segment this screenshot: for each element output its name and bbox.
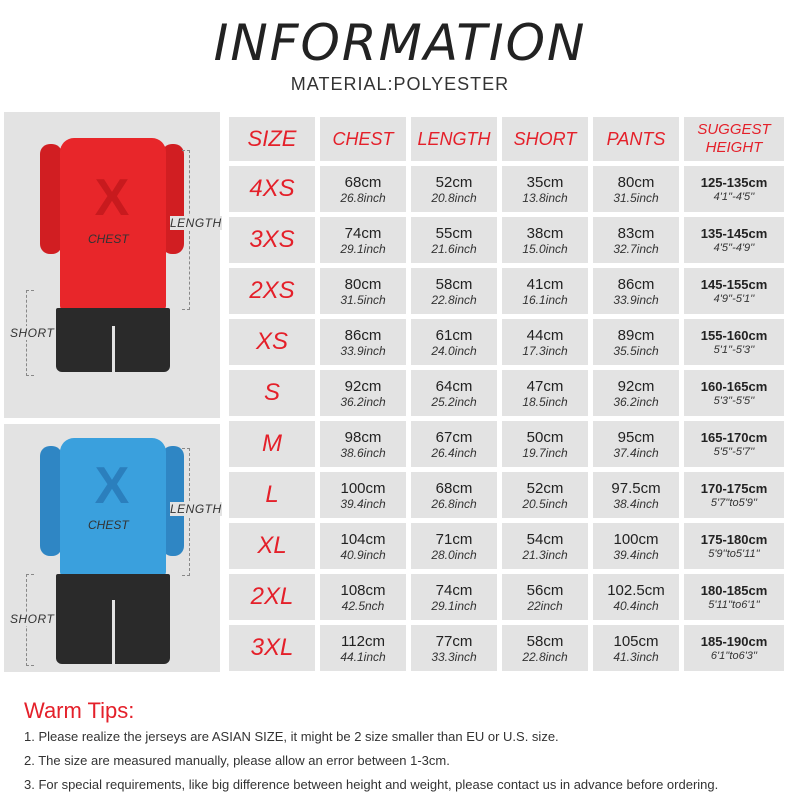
cell-pants [593,370,679,416]
cell-size [229,472,315,518]
cell-chest-chest-cm: 92cm [344,377,382,395]
cell-short [502,166,588,212]
table-header-row [229,117,784,161]
cell-length-length-in: 26.4inch [431,445,477,460]
size-chart-table [224,112,789,676]
blue-jersey-left-sleeve [40,446,62,556]
cell-suggest-height [684,421,784,467]
cell-suggest-height-height-cm: 170-175cm [700,480,768,496]
header-suggest-line1: SUGGEST [697,121,771,138]
cell-length-length-cm: 61cm [435,326,473,344]
header-suggest-height [684,117,784,161]
cell-short-short-cm: 44cm [526,326,564,344]
cell-chest-chest-cm: 104cm [340,530,386,548]
cell-pants-pants-cm: 80cm [617,173,655,191]
header-chest: CHEST [320,117,406,161]
cell-suggest-height-height-ft: 5'3''-5'5'' [713,394,755,407]
blue-jersey-panel [4,424,220,672]
table-row [229,319,784,365]
cell-size [229,319,315,365]
cell-chest-chest-in: 26.8inch [340,190,386,205]
cell-pants [593,574,679,620]
page-title: INFORMATION [213,14,587,72]
cell-length [411,574,497,620]
cell-length [411,166,497,212]
cell-short-short-in: 16.1inch [522,292,568,307]
cell-length-length-cm: 55cm [435,224,473,242]
tip-2: 2. The size are measured manually, please allow an error between 1-3cm. [24,753,450,768]
cell-pants-pants-cm: 100cm [613,530,659,548]
cell-size [229,166,315,212]
cell-short [502,319,588,365]
red-length-label: LENGTH [170,216,222,230]
cell-suggest-height-height-ft: 5'11''to6'1'' [708,598,760,611]
red-short-label: SHORT [10,326,55,340]
cell-pants [593,166,679,212]
tip-3: 3. For special requirements, like big difference between height and weight, please contact us in advance before ordering. [24,777,719,792]
cell-suggest-height [684,268,784,314]
cell-pants-pants-in: 38.4inch [613,496,659,511]
cell-chest-chest-in: 38.6inch [340,445,386,460]
tip-1: 1. Please realize the jerseys are ASIAN SIZE, it might be 2 size smaller than EU or U.S. size. [24,729,559,744]
cell-length-length-in: 26.8inch [431,496,477,511]
cell-suggest-height-height-cm: 125-135cm [700,174,768,190]
cell-suggest-height-height-ft: 4'5''-4'9'' [713,241,755,254]
blue-jersey-shorts-seam [112,600,115,664]
cell-pants-pants-in: 39.4inch [613,547,659,562]
header-length: LENGTH [411,117,497,161]
cell-pants-pants-cm: 97.5cm [611,479,661,497]
cell-suggest-height [684,370,784,416]
cell-pants [593,319,679,365]
cell-short-short-in: 15.0inch [522,241,568,256]
cell-size-size: XL [257,532,287,559]
cell-size [229,523,315,569]
cell-suggest-height-height-ft: 4'9''-5'1'' [713,292,755,305]
blue-short-label: SHORT [10,612,55,626]
cell-length-length-in: 25.2inch [431,394,477,409]
cell-pants-pants-cm: 86cm [617,275,655,293]
cell-pants [593,217,679,263]
cell-suggest-height [684,217,784,263]
cell-chest [320,217,406,263]
cell-length-length-in: 21.6inch [431,241,477,256]
cell-short-short-in: 22.8inch [522,649,568,664]
cell-chest-chest-cm: 108cm [340,581,386,599]
cell-chest-chest-cm: 100cm [340,479,386,497]
cell-pants [593,472,679,518]
cell-short-short-in: 22inch [527,598,563,613]
cell-size-size: 2XS [249,277,295,304]
cell-length [411,523,497,569]
cell-chest-chest-cm: 74cm [344,224,382,242]
cell-pants-pants-cm: 95cm [617,428,655,446]
red-chest-label: CHEST [88,232,129,246]
cell-length-length-in: 33.3inch [431,649,477,664]
cell-pants-pants-in: 35.5inch [613,343,659,358]
cell-length-length-in: 22.8inch [431,292,477,307]
red-jersey-shorts-seam [112,326,115,372]
cell-length-length-cm: 71cm [435,530,473,548]
cell-suggest-height-height-ft: 6'1''to6'3'' [710,649,758,662]
cell-length-length-in: 28.0inch [431,547,477,562]
table-row [229,268,784,314]
cell-suggest-height-height-ft: 4'1''-4'5'' [713,190,755,203]
cell-short [502,370,588,416]
cell-length-length-cm: 64cm [435,377,473,395]
cell-short [502,421,588,467]
cell-short-short-cm: 41cm [526,275,564,293]
cell-pants [593,523,679,569]
cell-pants [593,625,679,671]
cell-pants-pants-in: 33.9inch [613,292,659,307]
blue-jersey-x-logo: X [94,457,130,515]
cell-length-length-in: 20.8inch [431,190,477,205]
cell-length [411,421,497,467]
cell-size-size: 3XS [249,226,295,253]
cell-suggest-height [684,625,784,671]
material-subtitle: MATERIAL:POLYESTER [290,74,510,94]
cell-short-short-in: 17.3inch [522,343,568,358]
cell-chest-chest-cm: 68cm [344,173,382,191]
cell-chest [320,625,406,671]
cell-pants [593,421,679,467]
cell-suggest-height-height-cm: 145-155cm [700,276,768,292]
cell-suggest-height-height-cm: 135-145cm [700,225,768,241]
red-jersey-x-logo: X [94,169,130,227]
table-row [229,421,784,467]
cell-size [229,421,315,467]
red-length-dimension [182,150,190,310]
cell-pants-pants-cm: 89cm [617,326,655,344]
cell-chest-chest-in: 39.4inch [340,496,386,511]
header-short: SHORT [502,117,588,161]
cell-pants-pants-in: 40.4inch [613,598,659,613]
cell-chest-chest-in: 42.5nch [341,598,385,613]
cell-length-length-cm: 68cm [435,479,473,497]
cell-short [502,574,588,620]
cell-suggest-height [684,472,784,518]
cell-chest [320,523,406,569]
cell-length-length-in: 29.1inch [431,598,477,613]
cell-chest-chest-cm: 86cm [344,326,382,344]
cell-chest [320,319,406,365]
cell-short-short-cm: 56cm [526,581,564,599]
cell-length-length-cm: 77cm [435,632,473,650]
cell-suggest-height-height-cm: 185-190cm [700,633,768,649]
cell-suggest-height-height-ft: 5'9''to5'11'' [708,547,760,560]
cell-pants-pants-cm: 102.5cm [607,581,665,599]
header-pants: PANTS [593,117,679,161]
cell-pants-pants-in: 32.7inch [613,241,659,256]
cell-short [502,523,588,569]
cell-short-short-cm: 38cm [526,224,564,242]
cell-short-short-cm: 52cm [526,479,564,497]
cell-short [502,268,588,314]
cell-chest-chest-in: 40.9inch [340,547,386,562]
cell-size-size: 4XS [249,175,295,202]
cell-length [411,370,497,416]
cell-short [502,472,588,518]
cell-suggest-height-height-ft: 5'1''-5'3'' [713,343,755,356]
cell-short-short-in: 20.5inch [522,496,568,511]
cell-suggest-height [684,523,784,569]
cell-short-short-cm: 50cm [526,428,564,446]
cell-chest [320,370,406,416]
cell-short-short-in: 13.8inch [522,190,568,205]
cell-suggest-height-height-ft: 5'7''to5'9'' [710,496,758,509]
cell-suggest-height [684,574,784,620]
table-row [229,523,784,569]
cell-size [229,370,315,416]
cell-pants-pants-cm: 83cm [617,224,655,242]
cell-chest-chest-cm: 80cm [344,275,382,293]
cell-length-length-cm: 74cm [435,581,473,599]
cell-short-short-cm: 47cm [526,377,564,395]
cell-chest [320,268,406,314]
cell-size-size: 3XL [250,634,294,661]
cell-chest [320,166,406,212]
table-row [229,166,784,212]
header-suggest-line2: HEIGHT [705,139,763,156]
cell-suggest-height-height-cm: 160-165cm [700,378,768,394]
cell-suggest-height-height-cm: 180-185cm [700,582,768,598]
cell-size-size: 2XL [250,583,294,610]
blue-chest-label: CHEST [88,518,129,532]
cell-short-short-in: 19.7inch [522,445,568,460]
cell-suggest-height-height-cm: 175-180cm [700,531,768,547]
cell-pants-pants-in: 31.5inch [613,190,659,205]
cell-length-length-in: 24.0inch [431,343,477,358]
cell-length-length-cm: 58cm [435,275,473,293]
cell-length [411,268,497,314]
cell-size-size: S [263,379,280,406]
cell-size-size: XS [255,328,288,355]
cell-chest-chest-in: 31.5inch [340,292,386,307]
cell-pants [593,268,679,314]
cell-pants-pants-in: 37.4inch [613,445,659,460]
cell-short-short-in: 21.3inch [522,547,568,562]
cell-length [411,319,497,365]
cell-short-short-in: 18.5inch [522,394,568,409]
red-jersey-panel [4,112,220,418]
cell-size [229,217,315,263]
cell-suggest-height-height-cm: 155-160cm [700,327,768,343]
cell-short [502,217,588,263]
cell-size-size: L [265,481,279,508]
cell-pants-pants-cm: 105cm [613,632,659,650]
blue-length-label: LENGTH [170,502,222,516]
cell-suggest-height [684,319,784,365]
cell-pants-pants-cm: 92cm [617,377,655,395]
table-row [229,370,784,416]
cell-chest-chest-cm: 112cm [341,632,385,650]
cell-chest-chest-in: 36.2inch [340,394,386,409]
cell-short-short-cm: 35cm [526,173,564,191]
cell-suggest-height [684,166,784,212]
cell-suggest-height-height-cm: 165-170cm [700,429,768,445]
cell-short [502,625,588,671]
cell-length [411,217,497,263]
table-row [229,625,784,671]
cell-chest [320,421,406,467]
cell-length-length-cm: 52cm [435,173,473,191]
cell-length [411,472,497,518]
header-size: SIZE [229,117,315,161]
cell-chest-chest-in: 33.9inch [340,343,386,358]
cell-pants-pants-in: 36.2inch [613,394,659,409]
cell-size [229,268,315,314]
cell-size [229,574,315,620]
cell-size-size: M [262,430,282,457]
table-row [229,574,784,620]
table-row [229,472,784,518]
warm-tips-title: Warm Tips: [24,698,135,723]
cell-short-short-cm: 58cm [526,632,564,650]
cell-suggest-height-height-ft: 5'5''-5'7'' [713,445,755,458]
cell-chest [320,472,406,518]
cell-size [229,625,315,671]
cell-length-length-cm: 67cm [435,428,473,446]
cell-short-short-cm: 54cm [526,530,564,548]
cell-chest-chest-cm: 98cm [344,428,382,446]
cell-chest [320,574,406,620]
cell-pants-pants-in: 41.3inch [613,649,659,664]
cell-chest-chest-in: 29.1inch [340,241,386,256]
cell-length [411,625,497,671]
table-row [229,217,784,263]
cell-chest-chest-in: 44.1inch [340,649,386,664]
red-jersey-left-sleeve [40,144,62,254]
